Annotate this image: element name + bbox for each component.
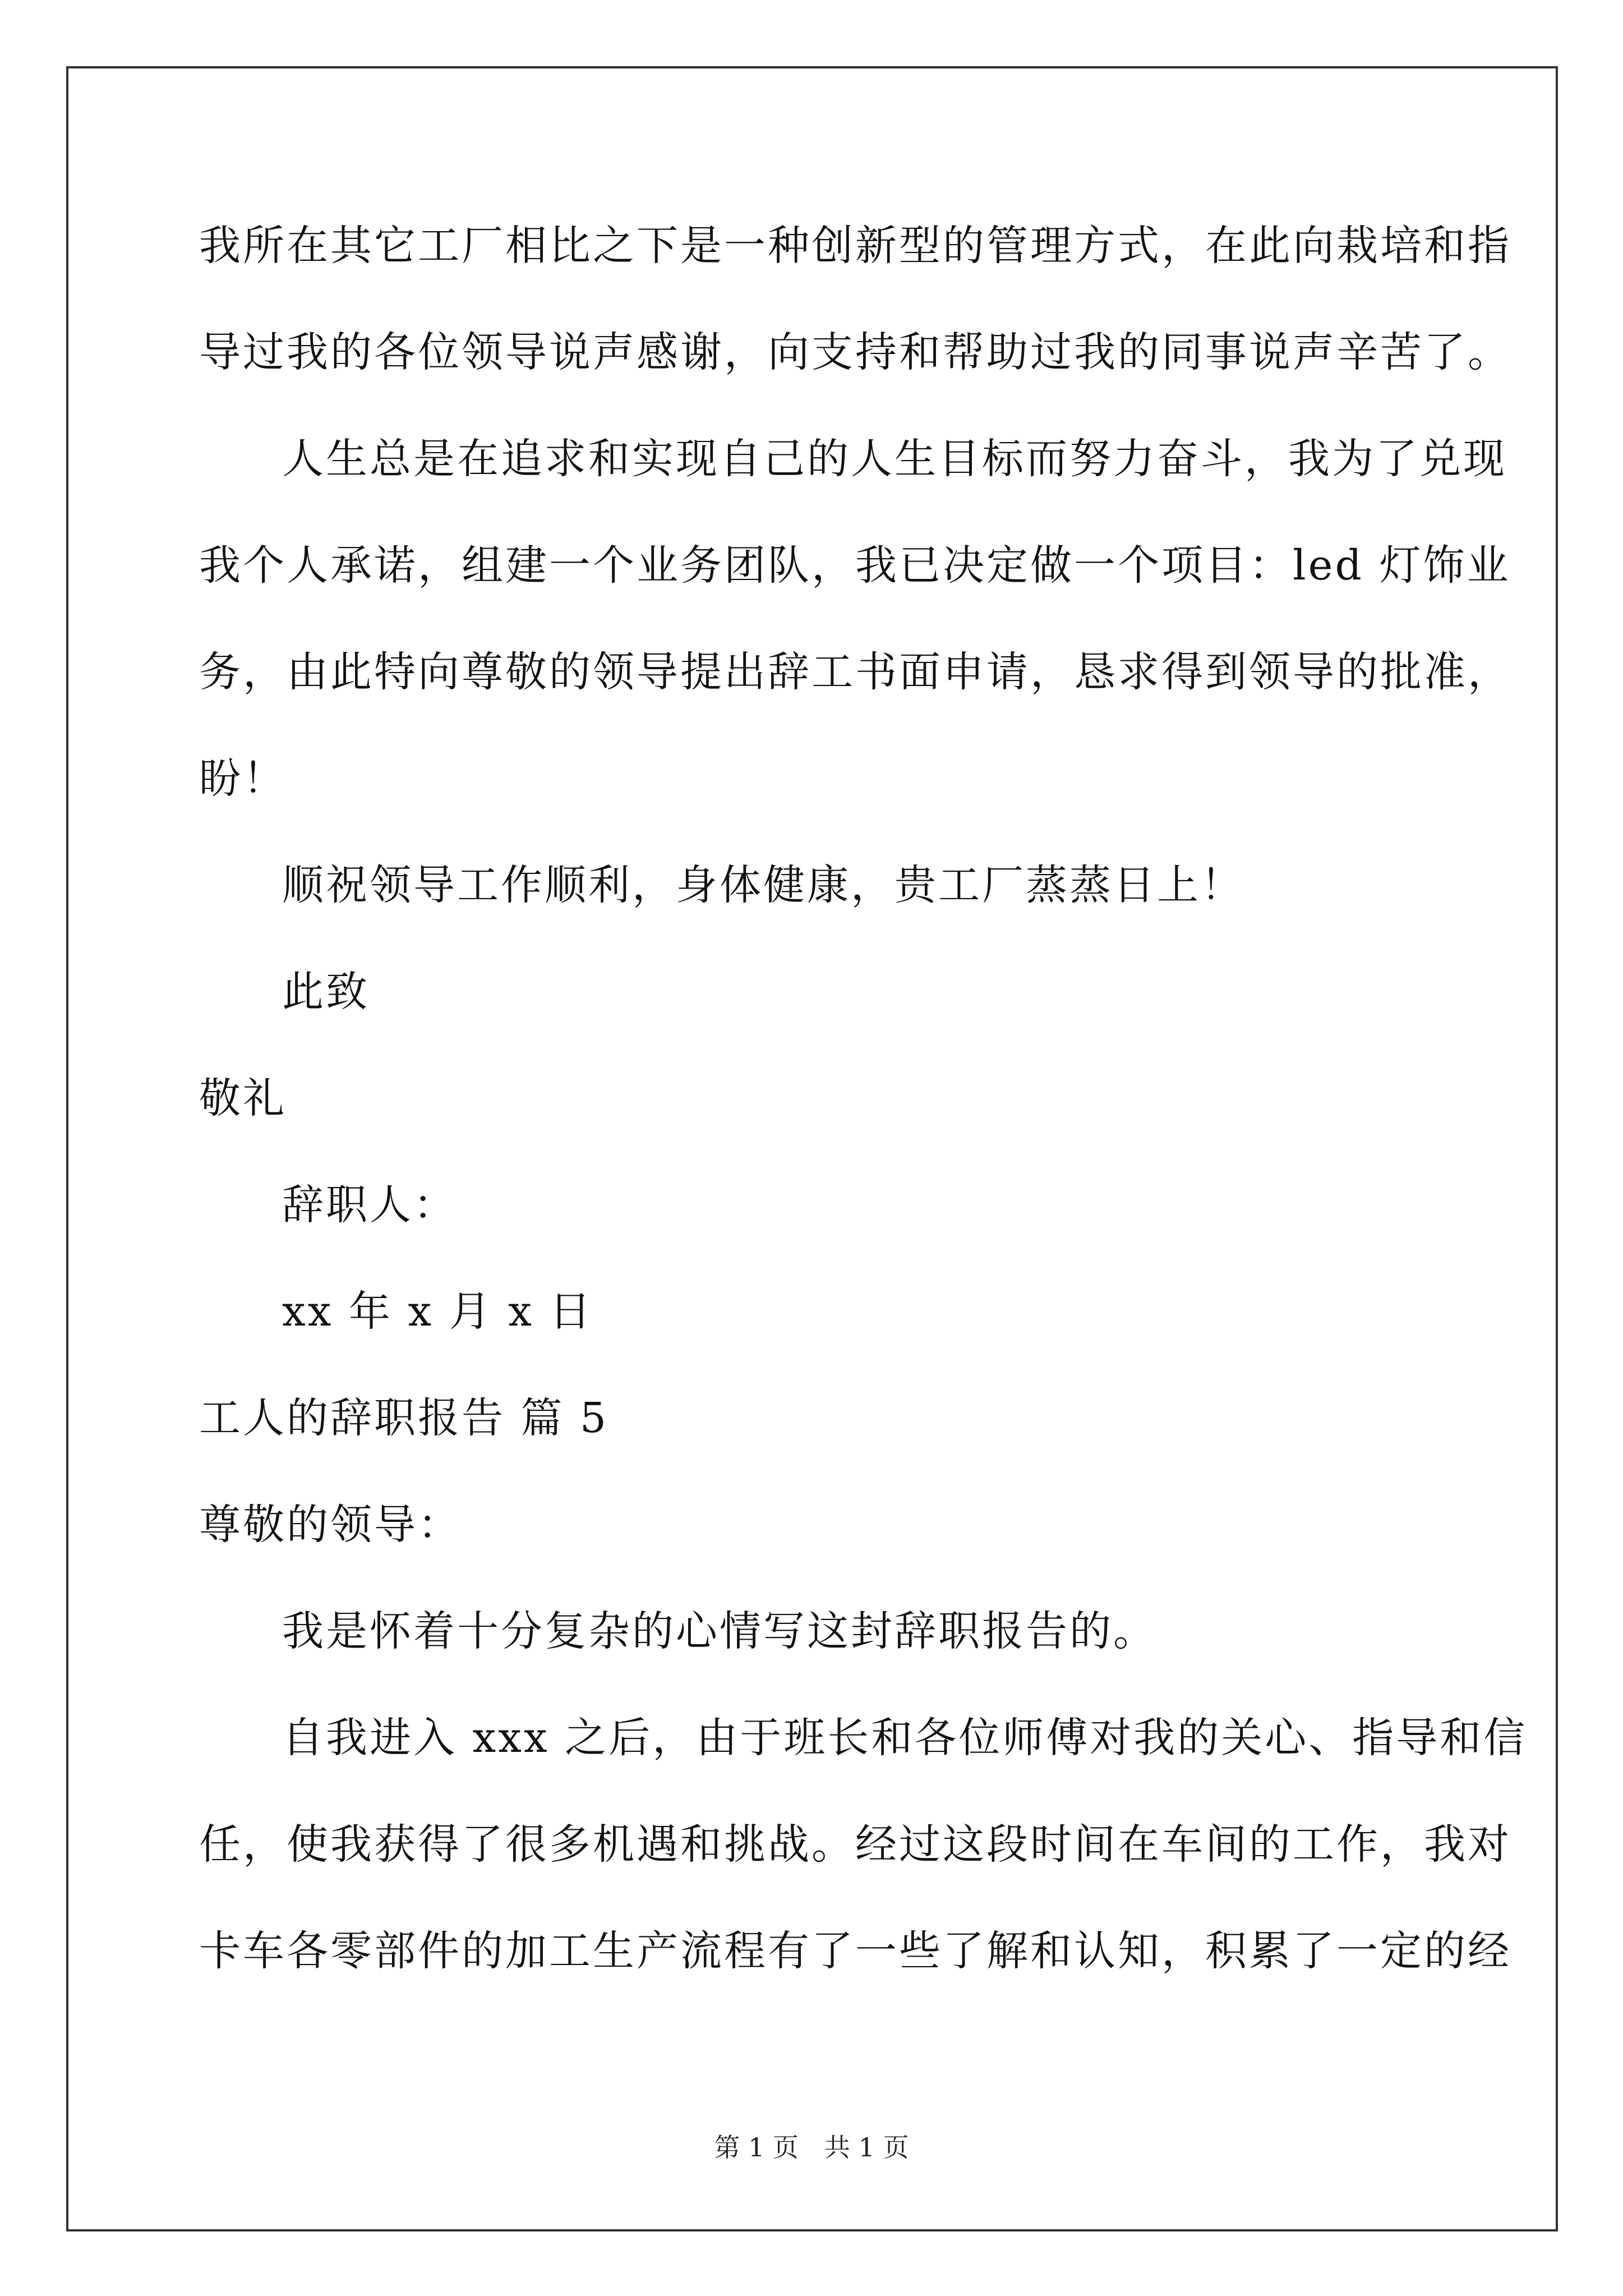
text-line: 我个人承诺，组建一个业务团队，我已决定做一个项目：led 灯饰业	[199, 541, 1511, 590]
paragraph-start-line: 人生总是在追求和实现自己的人生目标而努力奋斗，我为了兑现	[282, 435, 1507, 483]
text-line: 导过我的各位领导说声感谢，向支持和帮助过我的同事说声辛苦了。	[199, 328, 1511, 376]
text-line: 卡车各零部件的加工生产流程有了一些了解和认知，积累了一定的经	[199, 1927, 1511, 1975]
text-line: 盼！	[199, 754, 287, 803]
paragraph-start-line: 我是怀着十分复杂的心情写这封辞职报告的。	[282, 1607, 1157, 1655]
text-line: 我所在其它工厂相比之下是一种创新型的管理方式，在此向栽培和指	[199, 222, 1511, 270]
date-line: xx 年 x 月 x 日	[282, 1287, 593, 1336]
salutation-jingli: 敬礼	[199, 1074, 287, 1122]
section-heading: 工人的辞职报告 篇 5	[199, 1394, 609, 1442]
text-line: 务，由此特向尊敬的领导提出辞工书面申请，恳求得到领导的批准，	[199, 648, 1511, 696]
signature-label: 辞职人：	[282, 1181, 457, 1229]
closing-wish: 顺祝领导工作顺利，身体健康，贵工厂蒸蒸日上！	[282, 861, 1244, 909]
page-number: 第 1 页 共 1 页	[714, 2132, 909, 2162]
paragraph-start-line: 自我进入 xxx 之后，由于班长和各位师傅对我的关心、指导和信	[282, 1714, 1528, 1762]
text-line: 任，使我获得了很多机遇和挑战。经过这段时间在车间的工作，我对	[199, 1820, 1511, 1869]
salutation-cizhi: 此致	[282, 968, 370, 1016]
greeting: 尊敬的领导：	[199, 1501, 462, 1549]
page-border	[66, 66, 1558, 2231]
